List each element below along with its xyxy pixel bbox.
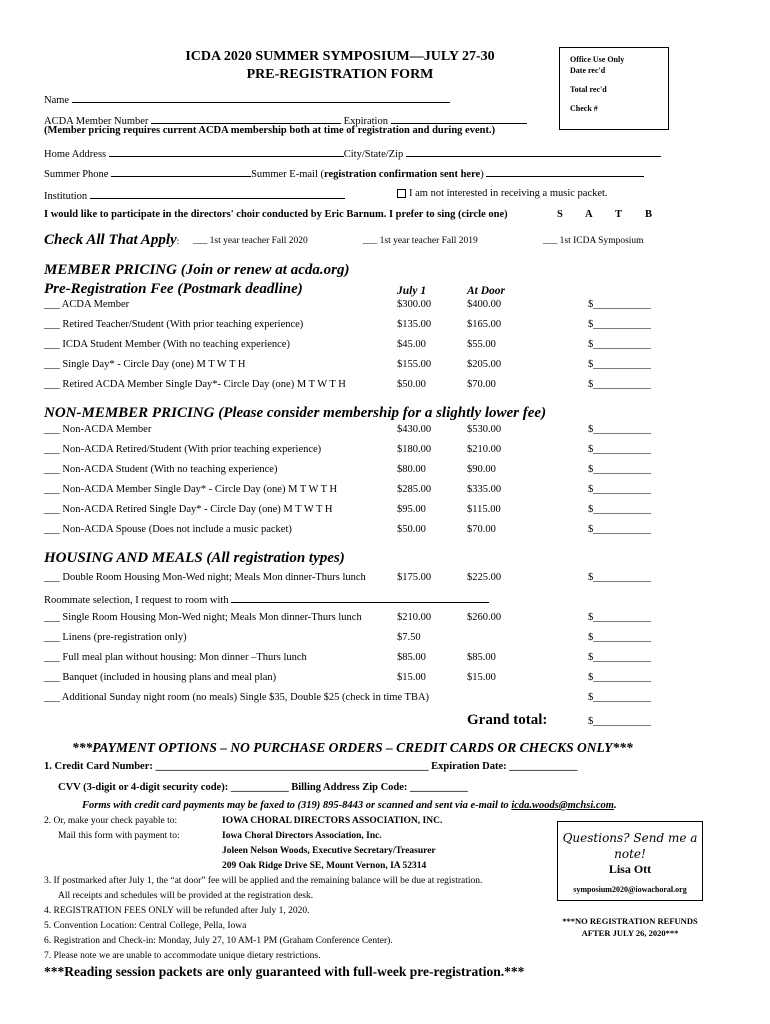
row-label: ___ Retired Teacher/Student (With prior teaching experience) [44,319,304,330]
payment-options-heading: ***PAYMENT OPTIONS – NO PURCHASE ORDERS – CREDIT CARDS OR CHECKS ONLY*** [72,740,633,755]
no-packet-label: I am not interested in receiving a music packet. [409,188,608,199]
row-door-price: $115.00 [467,504,501,515]
member-pricing-heading: MEMBER PRICING (Join or renew at acda.org) [44,262,350,278]
home-address-input-line[interactable] [109,146,344,157]
name-field[interactable] [44,92,450,106]
note-6: 6. Registration and Check-in: Monday, July 27, 10 AM-1 PM (Graham Conference Center). [44,936,393,946]
non-member-pricing-heading: NON-MEMBER PRICING (Please consider membership for a slightly lower fee) [44,405,547,421]
expiration-label: Expiration [343,116,388,127]
row-amount-field[interactable]: $___________ [588,379,651,390]
address-field[interactable] [44,146,661,160]
voice-t[interactable]: T [615,209,623,220]
row-july-price: $430.00 [397,424,432,435]
row-amount-field[interactable]: $___________ [588,632,651,643]
row-label: ___ ACDA Member [44,299,130,310]
no-packet-checkbox[interactable] [397,189,406,198]
questions-prompt: Questions? Send me a note! [562,831,698,861]
city-state-zip-input-line[interactable] [406,146,661,157]
contact-name: Lisa Ott [608,862,652,876]
row-label: ___ Non-ACDA Spouse (Does not include a music packet) [44,524,292,535]
col-at-door: At Door [467,285,506,297]
row-door-price: $335.00 [467,484,502,495]
member-note: (Member pricing requires current ACDA membership both at time of registration and during event.) [44,125,496,136]
row-amount-field[interactable]: $___________ [588,484,651,495]
row-july-price: $80.00 [397,464,426,475]
roommate-field[interactable] [44,592,489,606]
note-3b: All receipts and schedules will be provided at the registration desk. [58,891,314,901]
contact-email[interactable]: symposium2020@iowachoral.org [573,885,687,894]
member-pricing-row[interactable] [0,319,770,333]
fax-email-link[interactable]: icda.woods@mchsi.com [511,800,614,811]
voice-a[interactable]: A [585,209,593,220]
row-july-price: $45.00 [397,339,426,350]
institution-label: Institution [44,191,88,202]
mail-form-label: Mail this form with payment to: [58,831,180,841]
row-july-price: $300.00 [397,299,432,310]
housing-double-row[interactable]: ___ Double Room Housing Mon-Wed night; Meals Mon dinner-Thurs lunch $175.00 $225.00 $___________ [44,572,651,583]
name-input-line[interactable] [72,92,450,103]
row-amount-field[interactable]: $___________ [588,319,651,330]
row-label: ___ Banquet (included in housing plans and meal plan) [44,672,277,683]
row-door-price: $210.00 [467,444,502,455]
row-amount-field[interactable]: $___________ [588,444,651,455]
mail-address-2: Joleen Nelson Woods, Executive Secretary/Treasurer [222,846,436,856]
row-amount-field[interactable]: $___________ [588,692,651,703]
institution-field[interactable] [44,188,345,202]
roommate-label: Roommate selection, I request to room with [44,595,229,606]
row-amount-field[interactable]: $___________ [588,612,651,623]
row-amount-field[interactable]: $___________ [588,339,651,350]
row-july-price: $15.00 [397,672,426,683]
note-7: 7. Please note we are unable to accommodate unique dietary restrictions. [44,951,321,961]
note-3a: 3. If postmarked after July 1, the “at door” fee will be applied and the remaining balance will be due at registration. [44,876,483,886]
housing-meal-row[interactable] [0,652,770,666]
office-use-label: Office Use Only [570,55,625,64]
non-member-pricing-row[interactable] [0,424,770,438]
row-july-price: $135.00 [397,319,432,330]
row-label: ___ Retired ACDA Member Single Day*- Circle Day (one) M T W T H [44,379,346,390]
fax-instructions: Forms with credit card payments may be faxed to (319) 895-8443 or scanned and sent via e-mail to icda.woods@mchsi.com. [82,800,617,811]
housing-meal-row[interactable] [0,632,770,646]
row-label: ___ ICDA Student Member (With no teaching experience) [44,339,290,350]
row-door-price: $205.00 [467,359,502,370]
form-subtitle: PRE-REGISTRATION FORM [246,67,434,82]
home-address-label: Home Address [44,149,107,160]
member-pricing-row[interactable] [0,359,770,373]
grand-total-amount[interactable]: $___________ [588,716,651,727]
acda-number-label: ACDA Member Number [44,116,149,127]
check-payable-label: 2. Or, make your check payable to: [44,816,178,826]
row-july-price: $180.00 [397,444,432,455]
roommate-input-line[interactable] [231,592,489,603]
choir-line: I would like to participate in the directors' choir conducted by Eric Barnum. I prefer to sing (circle one) [44,209,508,220]
non-member-pricing-row[interactable] [0,524,770,538]
institution-input-line[interactable] [90,188,345,199]
non-member-pricing-row[interactable] [0,504,770,518]
summer-phone-input-line[interactable] [111,166,251,177]
city-state-zip-label: City/State/Zip [343,149,404,160]
credit-card-line[interactable]: 1. Credit Card Number: ____________________________________________________ Expiration Date: _____________ [44,761,578,772]
housing-meals-heading: HOUSING AND MEALS (All registration types) [44,550,345,566]
row-door-price: $70.00 [467,524,496,535]
row-door-price: $90.00 [467,464,496,475]
form-title: ICDA 2020 SUMMER SYMPOSIUM—JULY 27-30 [185,49,495,64]
pre-registration-heading: Pre-Registration Fee (Postmark deadline) [44,281,303,297]
row-amount-field[interactable]: $___________ [588,299,651,310]
row-july-price: $285.00 [397,484,432,495]
row-door-price: $260.00 [467,612,502,623]
row-july-price: $7.50 [397,632,421,643]
date-received-label: Date rec'd [570,66,606,75]
row-july-price: $50.00 [397,524,426,535]
office-use-box [559,47,669,130]
row-door-price: $70.00 [467,379,496,390]
row-amount-field[interactable]: $___________ [588,424,651,435]
row-door-price: $530.00 [467,424,502,435]
row-door-price: $15.00 [467,672,496,683]
check-first-year-2020[interactable]: ___ 1st year teacher Fall 2020 [193,236,308,246]
row-amount-field[interactable]: $___________ [588,524,651,535]
expiration-input-line[interactable] [391,113,527,124]
no-packet-option[interactable] [397,188,608,199]
row-label: ___ Full meal plan without housing: Mon dinner –Thurs lunch [44,652,307,663]
col-july: July 1 [397,285,427,297]
questions-box [557,821,703,901]
row-amount-field[interactable]: $___________ [588,504,651,515]
housing-meal-row[interactable] [0,692,770,706]
row-label: ___ Non-ACDA Member [44,424,152,435]
row-label: ___ Additional Sunday night room (no meals) Single $35, Double $25 (check in time TBA) [44,692,430,703]
row-july-price: $50.00 [397,379,426,390]
total-received-label: Total rec'd [570,85,607,94]
check-first-year-2019[interactable]: ___ 1st year teacher Fall 2019 [363,236,478,246]
row-amount-field[interactable]: $___________ [588,359,651,370]
non-member-pricing-row[interactable] [0,484,770,498]
check-payable-org: IOWA CHORAL DIRECTORS ASSOCIATION, INC. [222,816,443,826]
note-4: 4. REGISTRATION FEES ONLY will be refunded after July 1, 2020. [44,906,310,916]
cvv-zip-line[interactable]: CVV (3-digit or 4-digit security code): ___________ Billing Address Zip Code: ___________ [58,782,468,793]
non-member-pricing-row[interactable] [0,464,770,478]
row-july-price: $95.00 [397,504,426,515]
row-july-price: $210.00 [397,612,432,623]
check-first-symposium[interactable]: ___ 1st ICDA Symposium [543,236,644,246]
member-pricing-row[interactable] [0,299,770,313]
housing-meal-row[interactable] [0,612,770,626]
refund-notice-1: ***NO REGISTRATION REFUNDS [562,916,698,926]
voice-s[interactable]: S [557,209,563,220]
summer-email-input-line[interactable] [486,166,644,177]
refund-notice-2: AFTER JULY 26, 2020*** [581,928,679,938]
check-number-label: Check # [570,104,598,113]
row-label: ___ Non-ACDA Retired/Student (With prior teaching experience) [44,444,322,455]
row-amount-field[interactable]: $___________ [588,652,651,663]
row-label: ___ Single Room Housing Mon-Wed night; Meals Mon dinner-Thurs lunch [44,612,362,623]
voice-b[interactable]: B [645,209,653,220]
row-label: ___ Non-ACDA Student (With no teaching experience) [44,464,278,475]
row-july-price: $85.00 [397,652,426,663]
note-5: 5. Convention Location: Central College, Pella, Iowa [44,921,247,931]
row-door-price: $400.00 [467,299,502,310]
row-label: ___ Non-ACDA Member Single Day* - Circle Day (one) M T W T H [44,484,338,495]
row-door-price: $165.00 [467,319,502,330]
row-door-price: $85.00 [467,652,496,663]
name-label: Name [44,95,70,106]
row-door-price: $55.00 [467,339,496,350]
mail-address-3: 209 Oak Ridge Drive SE, Mount Vernon, IA 52314 [222,861,427,871]
summer-email-label: Summer E-mail (registration confirmation sent here) [251,169,484,180]
acda-number-input-line[interactable] [151,113,341,124]
grand-total-label: Grand total: [467,712,548,728]
row-july-price: $155.00 [397,359,432,370]
mail-address-1: Iowa Choral Directors Association, Inc. [222,831,382,841]
check-all-heading: Check All That Apply: [44,232,180,248]
phone-email-field[interactable] [44,166,644,180]
member-pricing-row[interactable] [0,339,770,353]
row-amount-field[interactable]: $___________ [588,464,651,475]
row-label: ___ Single Day* - Circle Day (one) M T W T H [44,359,246,370]
housing-meal-row[interactable] [0,672,770,686]
summer-phone-label: Summer Phone [44,169,109,180]
member-pricing-row[interactable] [0,379,770,393]
reading-packets-footer: ***Reading session packets are only guaranteed with full-week pre-registration.*** [44,964,525,979]
non-member-pricing-row[interactable] [0,444,770,458]
row-label: ___ Non-ACDA Retired Single Day* - Circle Day (one) M T W T H [44,504,333,515]
row-amount-field[interactable]: $___________ [588,672,651,683]
row-label: ___ Linens (pre-registration only) [44,632,187,643]
